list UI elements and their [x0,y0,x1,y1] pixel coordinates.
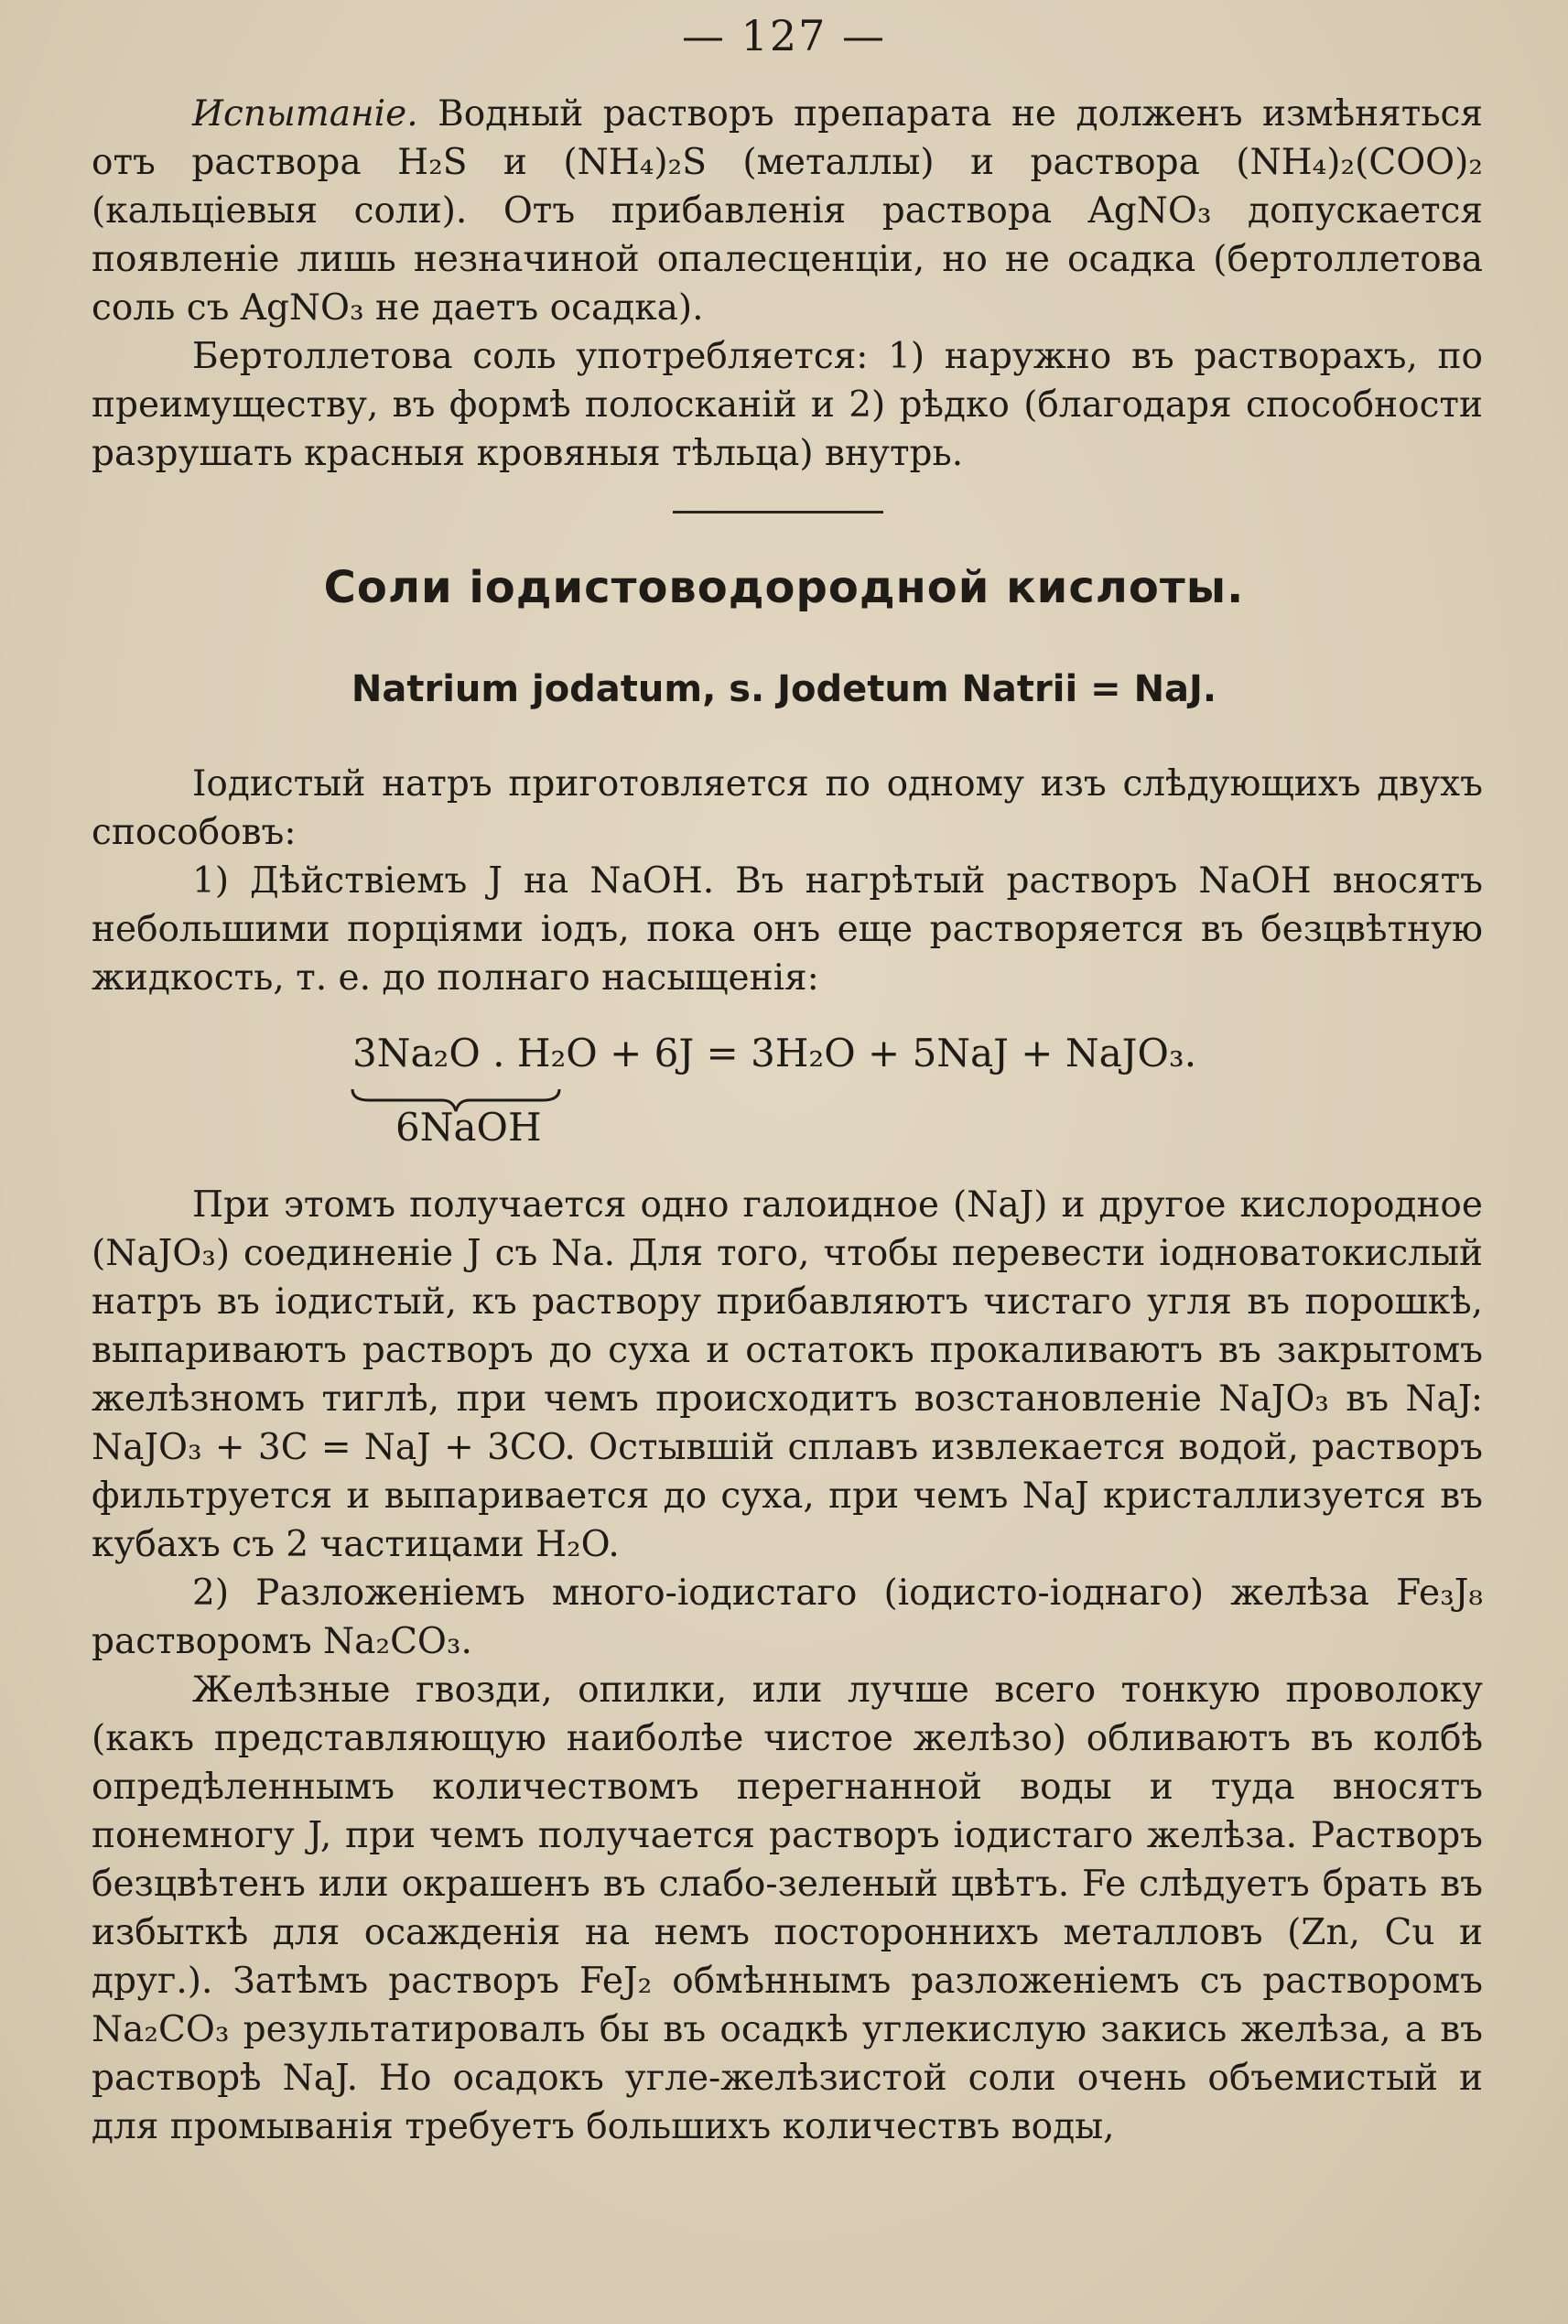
iron-paragraph: Желѣзные гвозди, опилки, или лучше всего тонкую проволоку (какъ представляющую наиболѣе чистое желѣзо) обливаютъ въ колбѣ опредѣленнымъ количествомъ перегнанной воды и туда вносятъ понемногу J, при чемъ получается растворъ іодистаго желѣза. Растворъ безцвѣтенъ или окрашенъ въ слабо-зеленый цвѣтъ. Fe слѣдуетъ брать въ избыткѣ для осажденія на немъ постороннихъ металловъ (Zn, Cu и друг.). Затѣмъ растворъ FeJ₂ обмѣннымъ разложеніемъ съ растворомъ Na₂CO₃ результатировалъ бы въ осадкѣ углекислую закись желѣза, а въ растворѣ NaJ. Но осадокъ угле-желѣзистой соли очень объемистый и для промыванія требуетъ большихъ количествъ воды, [92,1670,1483,2147]
equation-left: 3Na₂O . H₂O [352,1031,598,1076]
section-divider [673,511,883,513]
explanation-paragraph: При этомъ получается одно галоидное (NaJ) и другое кислородное (NaJO₃) соединеніе J съ Na. Для того, чтобы перевести іодноватокислый натръ въ іодистый, къ раствору прибавляютъ чистаго угля въ порошкѣ, выпариваютъ растворъ до суха и остатокъ прокаливаютъ въ закрытомъ желѣзномъ тиглѣ, при чемъ происходитъ возстановленіе NaJO₃ въ NaJ: NaJO₃ + 3C = NaJ + 3CO. Остывшій сплавъ извлекается водой, растворъ фильтруется и выпаривается до суха, при чемъ NaJ кристаллизуется въ кубахъ съ 2 частицами H₂O. [92,1184,1483,1565]
intro-block [92,760,1483,1002]
method1-paragraph: 1) Дѣйствіемъ J на NaOH. Въ нагрѣтый растворъ NaOH вносятъ небольшими порціями іодъ, пока онъ еще растворяется въ безцвѣтную жидкость, т. е. до полнаго насыщенія: [92,860,1483,999]
test-text: Водный растворъ препарата не долженъ измѣняться отъ раствора H₂S и (NH₄)₂S (металлы) и раствора (NH₄)₂(COO)₂ (кальціевыя соли). Отъ прибавленія раствора AgNO₃ допускается появленіе лишь незначиной опалесценціи, но не осадка (бертоллетова соль съ AgNO₃ не даетъ осадка). [92,93,1483,329]
top-text-block [92,90,1483,478]
reaction-equation [352,1031,1196,1076]
test-label: Испытаніе. [192,93,418,135]
subsection-title: Natrium jodatum, s. Jodetum Natrii = NaJ. [351,668,1217,710]
brace-label: 6NaOH [395,1105,542,1150]
page-number: — 127 — [681,11,887,60]
body-text-block [92,1181,1483,2151]
method2-paragraph: 2) Разложеніемъ много-іодистаго (іодисто-іоднаго) желѣза Fe₃J₈ растворомъ Na₂CO₃. [92,1573,1483,1662]
usage-paragraph: Бертоллетова соль употребляется: 1) наружно въ растворахъ, по преимуществу, въ формѣ полосканій и 2) рѣдко (благодаря способности разрушать красныя кровяныя тѣльца) внутрь. [92,336,1483,474]
section-title: Соли іодистоводородной кислоты. [323,562,1245,613]
test-paragraph [92,90,1483,332]
intro-paragraph: Іодистый натръ приготовляется по одному изъ слѣдующихъ двухъ способовъ: [92,763,1483,853]
equation-right: + 6J = 3H₂O + 5NaJ + NaJO₃. [597,1031,1197,1076]
